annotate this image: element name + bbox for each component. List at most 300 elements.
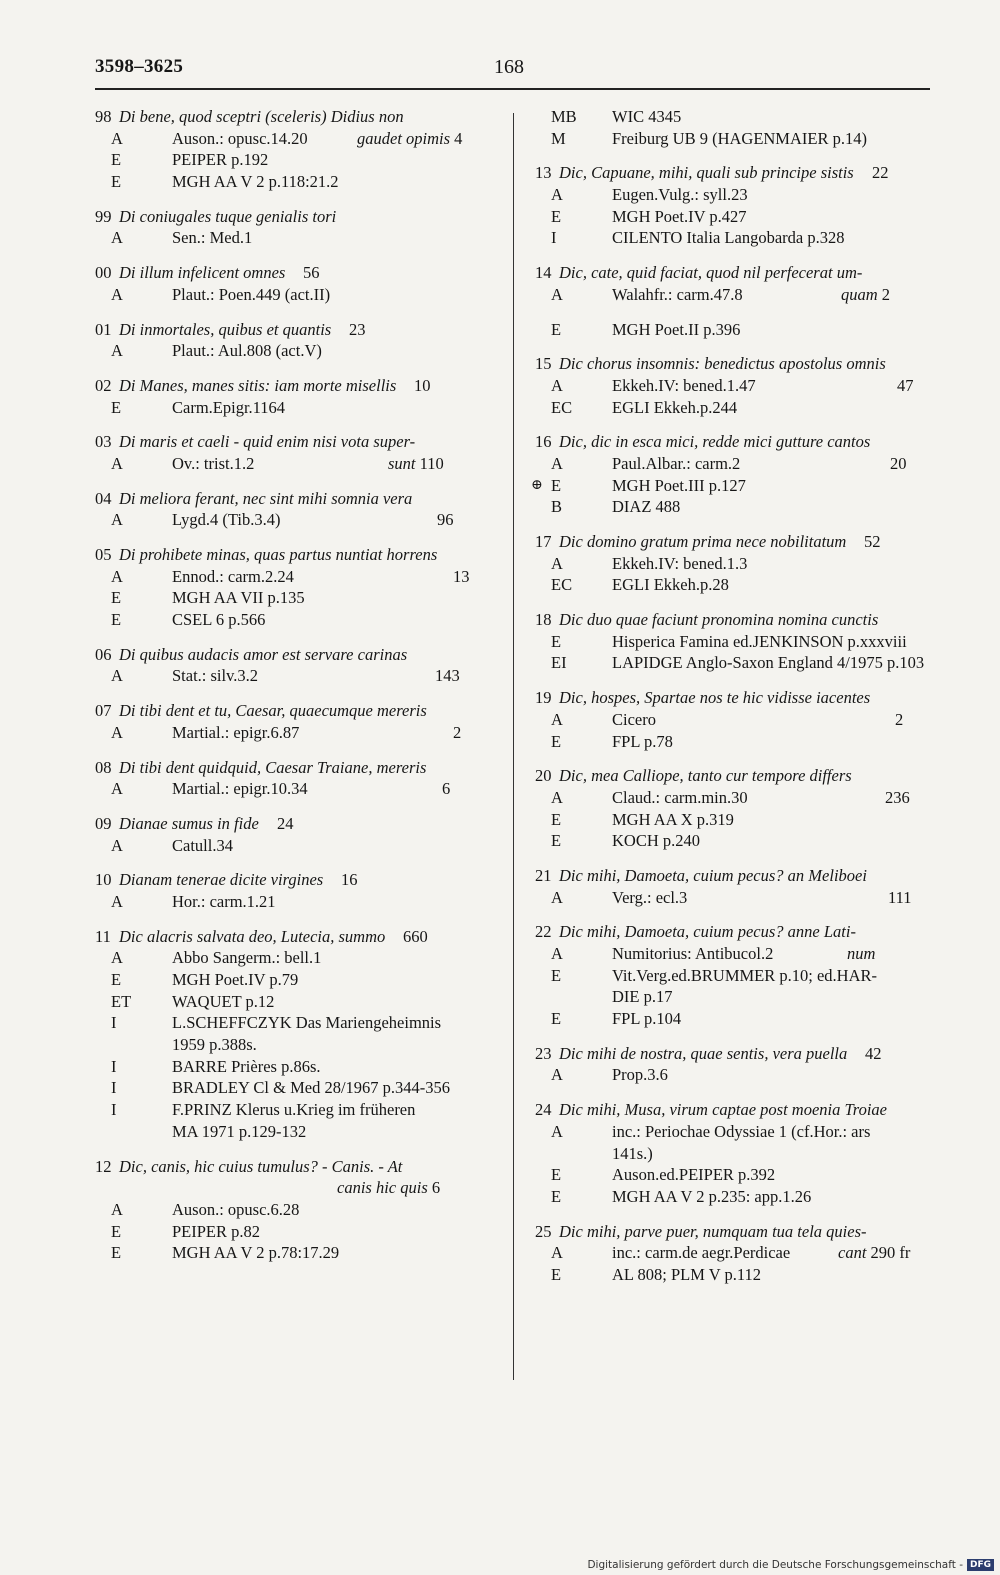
line-count-number: 143: [435, 666, 460, 686]
right-column: [531, 106, 980, 1299]
incipit-row: [535, 765, 980, 787]
reference-text: MGH AA V 2 p.118:21.2: [172, 172, 339, 192]
incipit-row: [95, 544, 500, 566]
incipit-row: [535, 353, 980, 375]
reference-text: FPL p.78: [612, 731, 673, 751]
entry-number: 02: [95, 375, 112, 395]
incipit-continuation: gaudet opimis: [357, 128, 451, 148]
reference-code: A: [111, 284, 123, 304]
incipit-text: Di tibi dent et tu, Caesar, quaecumque mereris: [119, 701, 427, 721]
reference-text: Eugen.Vulg.: syll.23: [612, 185, 748, 205]
incipit-line-count: 22: [872, 163, 889, 183]
reference-row: [95, 227, 500, 249]
entry-number: 13: [535, 163, 552, 183]
reference-row: [535, 1264, 980, 1286]
incipit-row: [535, 1099, 980, 1121]
reference-code: E: [551, 965, 562, 985]
reference-code: E: [551, 1186, 562, 1206]
catalog-entry: [95, 431, 500, 474]
catalog-entry: [535, 319, 980, 341]
incipit-row: [95, 375, 500, 397]
reference-text: Cicero: [612, 709, 656, 729]
reference-row: [95, 566, 500, 588]
catalog-entry: [531, 431, 980, 518]
incipit-text: Di prohibete minas, quas partus nuntiat horrens: [119, 545, 438, 564]
reference-code: EI: [551, 653, 567, 673]
reference-row: [95, 1242, 500, 1264]
line-count: [847, 943, 875, 965]
incipit-row: [535, 1221, 980, 1243]
incipit-text: Dic, cate, quid faciat, quod nil perfecerat um-: [559, 263, 863, 283]
reference-code: E: [111, 1221, 122, 1241]
reference-text: Auson.: opusc.6.28: [172, 1199, 300, 1219]
incipit-row: [95, 431, 500, 453]
reference-row: [95, 453, 500, 475]
reference-code: A: [111, 835, 123, 855]
reference-code: E: [551, 631, 562, 651]
incipit-row: [535, 1043, 980, 1065]
reference-row: [95, 397, 500, 419]
reference-code: M: [551, 128, 566, 148]
reference-row: [535, 375, 980, 397]
reference-row: [535, 1121, 980, 1143]
incipit-row: [535, 921, 980, 943]
incipit-line-count: 24: [277, 813, 294, 833]
reference-row: [95, 1012, 500, 1034]
reference-row: [95, 969, 500, 991]
line-count-number: 6: [427, 1178, 441, 1198]
reference-code: A: [551, 944, 563, 963]
reference-code: E: [551, 475, 562, 495]
reference-row: [95, 171, 500, 193]
reference-row: [95, 509, 500, 531]
catalog-entry: [535, 162, 980, 249]
incipit-row: [535, 431, 980, 453]
reference-code: I: [551, 228, 557, 248]
reference-row: [535, 1186, 980, 1208]
entry-number: 01: [95, 319, 112, 339]
line-count: [453, 722, 461, 744]
reference-row: [95, 1034, 500, 1056]
entry-number: 18: [535, 610, 552, 630]
reference-text: Claud.: carm.min.30: [612, 787, 748, 807]
line-count-number: 47: [897, 375, 914, 395]
reference-row: [95, 1221, 500, 1243]
entry-marker: ⊕: [531, 477, 543, 493]
entry-number: 11: [95, 926, 111, 946]
line-count-number: 236: [885, 787, 910, 807]
incipit-row: [535, 865, 980, 887]
incipit-text: Dic, hospes, Spartae nos te hic vidisse iacentes: [559, 688, 871, 708]
reference-code: A: [551, 887, 563, 907]
incipit-text: Dic mihi, parve puer, numquam tua tela quies-: [559, 1221, 867, 1241]
reference-code: A: [111, 666, 123, 686]
incipit-row: [535, 162, 980, 184]
reference-code: A: [111, 128, 123, 148]
reference-text: DIE p.17: [612, 987, 673, 1007]
reference-code: A: [111, 510, 123, 530]
incipit-line-count: 16: [341, 870, 358, 890]
reference-text: Martial.: epigr.6.87: [172, 722, 300, 742]
reference-text: Ekkeh.IV: bened.1.3: [612, 553, 748, 573]
incipit-line-count: 42: [865, 1043, 882, 1063]
incipit-row: [535, 262, 980, 284]
reference-row: [95, 1121, 500, 1143]
incipit-row: [535, 609, 980, 631]
footer-text: Digitalisierung gefördert durch die Deutsche Forschungsgemeinschaft -: [587, 1559, 963, 1571]
reference-row: [95, 587, 500, 609]
reference-row: [535, 943, 980, 965]
reference-text: Plaut.: Aul.808 (act.V): [172, 341, 322, 361]
reference-text: Abbo Sangerm.: bell.1: [172, 948, 322, 968]
reference-row: [95, 284, 500, 306]
reference-row: [95, 891, 500, 913]
reference-row: [535, 553, 980, 575]
reference-row: [535, 453, 980, 475]
reference-code: A: [111, 566, 123, 586]
reference-code: ET: [111, 991, 132, 1011]
line-count: [337, 1177, 440, 1199]
reference-text: Stat.: silv.3.2: [172, 666, 259, 686]
catalog-entry: [95, 813, 500, 856]
line-count: [890, 453, 907, 475]
reference-row: [535, 787, 980, 809]
incipit-line-count: 52: [864, 532, 881, 551]
reference-code: A: [551, 1065, 563, 1085]
line-count-number: 2: [453, 722, 462, 742]
reference-row: [95, 947, 500, 969]
entry-number: 17: [535, 532, 552, 551]
entry-number: 04: [95, 488, 112, 508]
reference-code: E: [111, 397, 122, 417]
entry-number: 22: [535, 922, 552, 942]
reference-code: EC: [551, 575, 573, 595]
reference-text: Freiburg UB 9 (HAGENMAIER p.14): [612, 128, 867, 148]
catalog-entry: [95, 700, 500, 743]
incipit-continuation: quam: [841, 284, 878, 304]
reference-row: [535, 731, 980, 753]
incipit-text: Dic duo quae faciunt pronomina nomina cunctis: [559, 610, 879, 630]
incipit-row: [95, 1156, 500, 1178]
reference-text: Martial.: epigr.10.34: [172, 779, 308, 799]
page-number: 168: [494, 56, 524, 78]
incipit-row: [95, 813, 500, 835]
reference-text: Numitorius: Antibucol.2: [612, 944, 774, 963]
incipit-text: Dic, Capuane, mihi, quali sub principe sistis: [559, 163, 854, 183]
catalog-entry: [535, 765, 980, 852]
reference-text: MGH Poet.II p.396: [612, 319, 741, 339]
incipit-row: [95, 869, 500, 891]
line-count-number: 4: [450, 128, 463, 148]
catalog-entry: [95, 319, 500, 362]
reference-code: I: [111, 1056, 117, 1076]
reference-row: [535, 631, 980, 653]
reference-code: E: [551, 1009, 562, 1029]
incipit-row: [95, 488, 500, 510]
entry-number: 07: [95, 701, 112, 721]
reference-code: E: [111, 610, 122, 630]
incipit-text: Dic mihi, Damoeta, cuium pecus? anne Lati-: [559, 922, 856, 942]
reference-row: [95, 1177, 500, 1199]
incipit-line-count: 660: [403, 926, 428, 946]
incipit-row: [535, 531, 980, 553]
reference-code: A: [551, 284, 563, 304]
reference-text: Auson.ed.PEIPER p.392: [612, 1165, 776, 1185]
incipit-text: Di maris et caeli - quid enim nisi vota super-: [119, 432, 416, 452]
reference-text: WIC 4345: [612, 107, 682, 126]
header-rule: [95, 88, 930, 90]
reference-text: Paul.Albar.: carm.2: [612, 453, 741, 473]
incipit-row: [95, 757, 500, 779]
reference-code: A: [111, 453, 123, 473]
reference-text: FPL p.104: [612, 1009, 682, 1029]
reference-code: A: [551, 553, 563, 573]
catalog-entry: [95, 926, 500, 1143]
incipit-text: Dic domino gratum prima nece nobilitatum: [559, 532, 847, 551]
reference-code: E: [551, 831, 562, 851]
reference-text: EGLI Ekkeh.p.244: [612, 397, 738, 417]
line-count: [453, 566, 470, 588]
reference-row: [95, 609, 500, 631]
entry-number: 05: [95, 545, 112, 564]
entry-number: 06: [95, 644, 112, 664]
entry-number: 20: [535, 766, 552, 786]
reference-code: E: [551, 731, 562, 751]
reference-text: inc.: carm.de aegr.Perdicae: [612, 1243, 791, 1263]
reference-row: [95, 722, 500, 744]
reference-text: WAQUET p.12: [172, 991, 275, 1011]
reference-row: [535, 965, 980, 987]
entry-number: 10: [95, 870, 112, 890]
entry-number: 15: [535, 354, 552, 374]
incipit-continuation: num: [847, 944, 876, 963]
reference-code: A: [551, 375, 563, 395]
incipit-text: Di meliora ferant, nec sint mihi somnia vera: [119, 488, 413, 508]
reference-row: [535, 284, 980, 306]
catalog-entry: [95, 262, 500, 305]
reference-code: E: [551, 319, 562, 339]
reference-row: [95, 665, 500, 687]
reference-code: A: [551, 709, 563, 729]
reference-text: Ennod.: carm.2.24: [172, 566, 294, 586]
reference-row: [95, 778, 500, 800]
reference-row: [535, 1143, 980, 1165]
reference-text: BRADLEY Cl & Med 28/1967 p.344-356: [172, 1078, 451, 1098]
incipit-row: [95, 644, 500, 666]
reference-row: [535, 830, 980, 852]
reference-row: [535, 1242, 980, 1264]
reference-row: [95, 1077, 500, 1099]
reference-code: E: [111, 172, 122, 192]
reference-code: E: [551, 1165, 562, 1185]
reference-text: Sen.: Med.1: [172, 228, 253, 248]
incipit-text: Dic, mea Calliope, tanto cur tempore differs: [559, 766, 852, 786]
incipit-row: [95, 319, 500, 341]
entry-number: 98: [95, 107, 112, 126]
reference-code: EC: [551, 397, 573, 417]
catalog-entry: [535, 262, 980, 305]
catalog-entry: [95, 869, 500, 912]
reference-row: [535, 319, 980, 341]
reference-row: [531, 475, 980, 497]
reference-code: I: [111, 1100, 117, 1120]
reference-code: E: [551, 809, 562, 829]
reference-text: BARRE Prières p.86s.: [172, 1056, 321, 1076]
incipit-row: [95, 700, 500, 722]
reference-row: [535, 1008, 980, 1030]
catalog-entry: [95, 644, 500, 687]
incipit-text: Di tibi dent quidquid, Caesar Traiane, mereris: [119, 757, 427, 777]
entry-number: 09: [95, 813, 112, 833]
reference-code: I: [111, 1013, 117, 1033]
reference-row: [95, 835, 500, 857]
incipit-text: Dic mihi, Musa, virum captae post moenia Troiae: [559, 1100, 887, 1120]
incipit-text: Dic, canis, hic cuius tumulus? - Canis. - At: [119, 1156, 403, 1176]
reference-row: [535, 652, 980, 674]
incipit-continuation: canis hic quis: [337, 1178, 428, 1198]
line-count-number: 2: [895, 709, 904, 729]
reference-row: [535, 106, 980, 128]
catalog-entry: [535, 1043, 980, 1086]
reference-row: [535, 184, 980, 206]
reference-text: KOCH p.240: [612, 831, 701, 851]
reference-code: A: [111, 948, 123, 968]
catalog-entry: [535, 353, 980, 418]
reference-row: [535, 887, 980, 909]
incipit-line-count: 23: [349, 319, 366, 339]
reference-text: MGH AA X p.319: [612, 809, 734, 829]
entry-number: 14: [535, 263, 552, 283]
catalog-entry: [95, 206, 500, 249]
incipit-line-count: 10: [414, 375, 431, 395]
reference-text: Carm.Epigr.1164: [172, 397, 286, 417]
reference-code: A: [111, 722, 123, 742]
footer: [587, 1559, 994, 1571]
entry-number: 16: [535, 432, 552, 452]
incipit-text: Dic mihi de nostra, quae sentis, vera puella: [559, 1043, 848, 1063]
incipit-continuation: sunt: [388, 453, 416, 473]
reference-text: Hisperica Famina ed.JENKINSON p.xxxviii: [612, 631, 907, 651]
entry-number: 25: [535, 1221, 552, 1241]
catalog-entry: [535, 865, 980, 908]
line-count-number: 110: [415, 453, 444, 473]
line-count-number: 13: [453, 566, 470, 586]
entry-number: 03: [95, 432, 112, 452]
reference-code: E: [111, 150, 122, 170]
reference-code: B: [551, 497, 563, 517]
entry-number: 24: [535, 1100, 552, 1120]
reference-row: [535, 128, 980, 150]
reference-row: [95, 128, 500, 150]
entry-number: 99: [95, 206, 112, 226]
column-divider: [513, 113, 514, 1380]
line-count: [838, 1242, 910, 1264]
reference-code: A: [551, 1243, 563, 1263]
line-count: [888, 887, 912, 909]
line-count: [895, 709, 903, 731]
reference-row: [95, 991, 500, 1013]
reference-row: [535, 397, 980, 419]
line-count: [437, 509, 454, 531]
catalog-entry: [535, 106, 980, 149]
reference-text: 141s.): [612, 1143, 653, 1163]
incipit-text: Dic, dic in esca mici, redde mici gutture cantos: [559, 432, 871, 452]
line-count: [897, 375, 914, 397]
catalog-entry: [535, 1221, 980, 1286]
catalog-entry: [95, 488, 500, 531]
entry-number: 19: [535, 688, 552, 708]
reference-code: A: [111, 1199, 123, 1219]
catalog-entry: [95, 106, 500, 193]
incipit-text: Di bene, quod sceptri (sceleris) Didius non: [119, 107, 404, 126]
incipit-row: [95, 926, 500, 948]
reference-code: MB: [551, 107, 577, 126]
reference-text: L.SCHEFFCZYK Das Mariengeheimnis: [172, 1013, 442, 1033]
reference-text: Walahfr.: carm.47.8: [612, 284, 743, 304]
reference-row: [535, 1064, 980, 1086]
catalog-entry: [535, 921, 980, 1029]
reference-text: 1959 p.388s.: [172, 1035, 257, 1055]
reference-text: CSEL 6 p.566: [172, 610, 266, 630]
line-count: [442, 778, 450, 800]
reference-code: E: [551, 1264, 562, 1284]
reference-text: Plaut.: Poen.449 (act.II): [172, 284, 331, 304]
reference-row: [535, 1164, 980, 1186]
reference-text: Prop.3.6: [612, 1065, 668, 1085]
reference-code: E: [111, 588, 122, 608]
reference-row: [95, 1099, 500, 1121]
reference-row: [535, 496, 980, 518]
reference-code: I: [111, 1078, 117, 1098]
incipit-text: Di quibus audacis amor est servare carinas: [119, 644, 408, 664]
incipit-row: [95, 106, 500, 128]
reference-text: MGH Poet.IV p.427: [612, 206, 747, 226]
reference-text: Catull.34: [172, 835, 233, 855]
reference-row: [535, 986, 980, 1008]
reference-text: Ekkeh.IV: bened.1.47: [612, 375, 756, 395]
reference-row: [535, 227, 980, 249]
incipit-row: [95, 262, 500, 284]
reference-text: CILENTO Italia Langobarda p.328: [612, 228, 845, 248]
reference-text: Ov.: trist.1.2: [172, 453, 255, 473]
entry-number: 23: [535, 1043, 552, 1063]
line-count-number: 2: [877, 284, 891, 304]
reference-row: [535, 574, 980, 596]
reference-text: MGH AA V 2 p.235: app.1.26: [612, 1186, 812, 1206]
reference-row: [95, 340, 500, 362]
reference-text: MGH Poet.IV p.79: [172, 970, 299, 989]
reference-code: A: [551, 1121, 563, 1141]
reference-text: MA 1971 p.129-132: [172, 1121, 307, 1141]
reference-code: E: [111, 1243, 122, 1263]
reference-code: A: [111, 228, 123, 248]
incipit-continuation: cant: [838, 1243, 867, 1263]
incipit-row: [95, 206, 500, 228]
catalog-entry: [95, 757, 500, 800]
reference-text: EGLI Ekkeh.p.28: [612, 575, 729, 595]
page-range: 3598–3625: [95, 56, 184, 77]
reference-text: LAPIDGE Anglo-Saxon England 4/1975 p.103: [612, 653, 925, 673]
line-count: [357, 128, 462, 150]
reference-row: [535, 709, 980, 731]
line-count-number: 290 fr: [866, 1243, 911, 1263]
incipit-text: Dianae sumus in fide: [119, 813, 259, 833]
reference-code: A: [111, 341, 123, 361]
catalog-entry: [95, 544, 500, 631]
line-count-number: 111: [888, 887, 912, 907]
reference-text: F.PRINZ Klerus u.Krieg im früheren: [172, 1100, 416, 1120]
line-count-number: 6: [442, 779, 451, 799]
